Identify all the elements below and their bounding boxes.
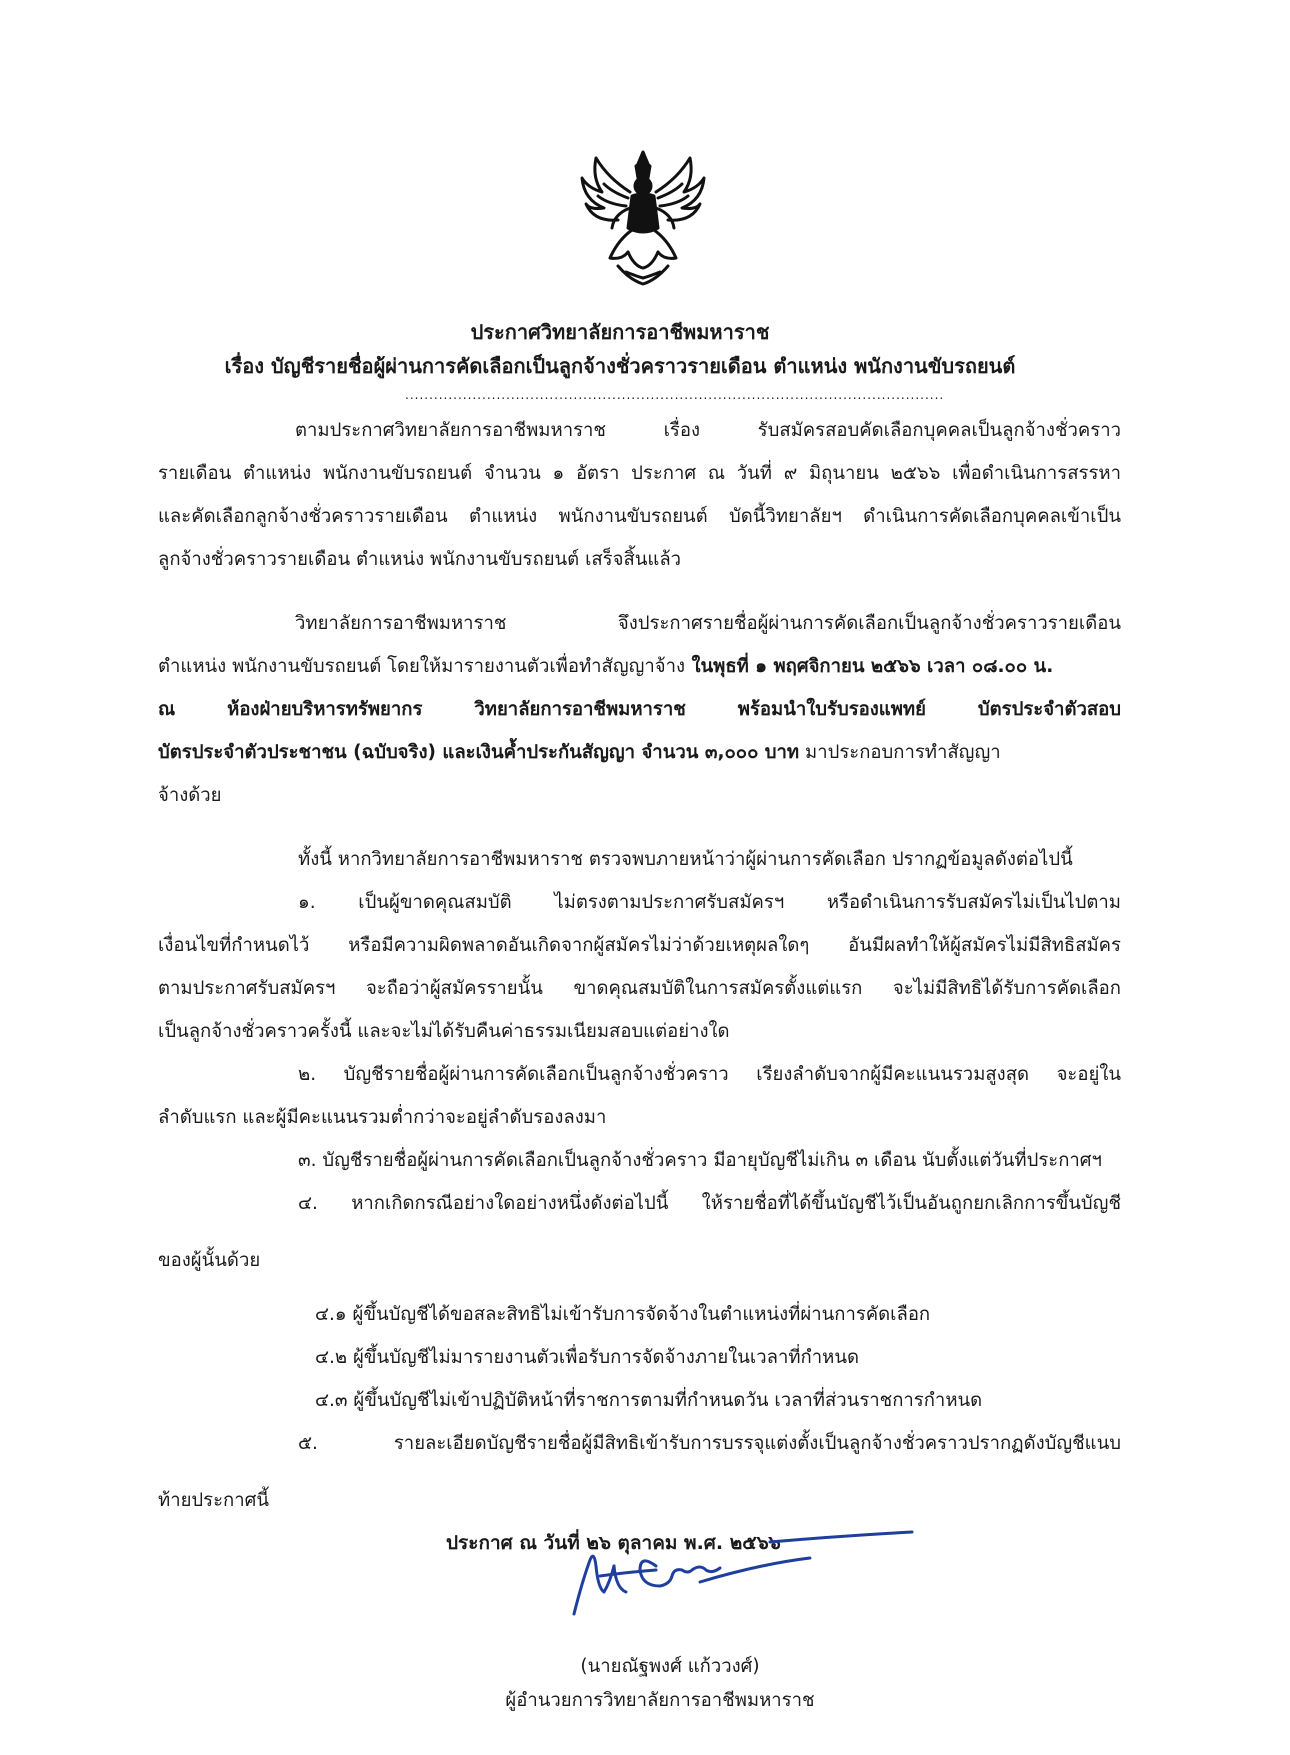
item1-line4: เป็นลูกจ้างชั่วคราวครั้งนี้ และจะไม่ได้รับคืนค่าธรรมเนียมสอบแต่อย่างใด (158, 1021, 730, 1042)
para2-line2 (158, 654, 1053, 680)
signer-position: ผู้อำนวยการวิทยาลัยการอาชีพมหาราช (505, 1690, 815, 1711)
item1-line2: เงื่อนไขที่กำหนดไว้ หรือมีความผิดพลาดอันเกิดจากผู้สมัครไม่ว่าด้วยเหตุผลใดๆ อันมีผลทำให้ผู้สมัครไม่มีสิทธิสมัคร (158, 935, 1121, 956)
para2-line4 (158, 740, 1001, 766)
item1-line3: ตามประกาศรับสมัครฯ จะถือว่าผู้สมัครรายนั้น ขาดคุณสมบัติในการสมัครตั้งแต่แรก จะไม่มีสิทธิได้รับการคัดเลือก (158, 978, 1121, 999)
handwritten-signature (560, 1530, 920, 1620)
item5-line1: ๕. รายละเอียดบัญชีรายชื่อผู้มีสิทธิเข้ารับการบรรจุแต่งตั้งเป็นลูกจ้างชั่วคราวปรากฏดังบัญชีแนบ (298, 1433, 1121, 1454)
announcement-title: ประกาศวิทยาลัยการอาชีพมหาราช (470, 320, 770, 344)
item4-2: ๔.๒ ผู้ขึ้นบัญชีไม่มารายงานตัวเพื่อรับการจัดจ้างภายในเวลาที่กำหนด (315, 1347, 859, 1368)
separator-dots: ................................................................................................................ (405, 388, 945, 402)
para2-line1: วิทยาลัยการอาชีพมหาราช จึงประกาศรายชื่อผู้ผ่านการคัดเลือกเป็นลูกจ้างชั่วคราวรายเดือน (295, 613, 1121, 634)
para2-line3: ณ ห้องฝ่ายบริหารทรัพยากร วิทยาลัยการอาชีพมหาราช พร้อมนำใบรับรองแพทย์ บัตรประจำตัวสอบ (158, 699, 1121, 720)
announce-date: ประกาศ ณ วันที่ ๒๖ ตุลาคม พ.ศ. ๒๕๖๖ (446, 1532, 781, 1554)
item2-line2: ลำดับแรก และผู้มีคะแนนรวมต่ำกว่าจะอยู่ลำดับรองลงมา (158, 1107, 607, 1128)
item4-1: ๔.๑ ผู้ขึ้นบัญชีได้ขอสละสิทธิไม่เข้ารับการจัดจ้างในตำแหน่งที่ผ่านการคัดเลือก (315, 1304, 931, 1325)
item1-line1: ๑. เป็นผู้ขาดคุณสมบัติ ไม่ตรงตามประกาศรับสมัครฯ หรือดำเนินการรับสมัครไม่เป็นไปตาม (298, 892, 1121, 913)
para1-line3: และคัดเลือกลูกจ้างชั่วคราวรายเดือน ตำแหน่ง พนักงานขับรถยนต์ บัดนี้วิทยาลัยฯ ดำเนินการคัดเลือกบุคคลเข้าเป็น (158, 506, 1121, 527)
item2-line1: ๒. บัญชีรายชื่อผู้ผ่านการคัดเลือกเป็นลูกจ้างชั่วคราว เรียงลำดับจากผู้มีคะแนนรวมสูงสุด จะอยู่ใน (298, 1064, 1121, 1085)
item4-line2: ของผู้นั้นด้วย (158, 1250, 261, 1271)
item4-line1: ๔. หากเกิดกรณีอย่างใดอย่างหนึ่งดังต่อไปนี้ ให้รายชื่อที่ได้ขึ้นบัญชีไว้เป็นอันถูกยกเลิกการขึ้นบัญชี (298, 1193, 1121, 1214)
garuda-emblem-icon (578, 148, 708, 288)
para2-line5: จ้างด้วย (158, 785, 222, 806)
item3: ๓. บัญชีรายชื่อผู้ผ่านการคัดเลือกเป็นลูกจ้างชั่วคราว มีอายุบัญชีไม่เกิน ๓ เดือน นับตั้งแต่วันที่ประกาศฯ (298, 1150, 1102, 1171)
required-documents: บัตรประจำตัวประชาชน (ฉบับจริง) และเงินค้ำประกันสัญญา จำนวน ๓,๐๐๐ บาท (158, 742, 800, 763)
signer-name: (นายณัฐพงศ์ แก้ววงศ์) (580, 1656, 760, 1677)
para1-line4: ลูกจ้างชั่วคราวรายเดือน ตำแหน่ง พนักงานขับรถยนต์ เสร็จสิ้นแล้ว (158, 549, 682, 570)
announcement-subject: เรื่อง บัญชีรายชื่อผู้ผ่านการคัดเลือกเป็นลูกจ้างชั่วคราวรายเดือน ตำแหน่ง พนักงานขับรถยนต์ (224, 354, 1016, 378)
item4-3: ๔.๓ ผู้ขึ้นบัญชีไม่เข้าปฏิบัติหน้าที่ราชการตามที่กำหนดวัน เวลาที่ส่วนราชการกำหนด (315, 1390, 983, 1411)
para2-line2-text: ตำแหน่ง พนักงานขับรถยนต์ โดยให้มารายงานตัวเพื่อทำสัญญาจ้าง (158, 656, 686, 677)
item5-line2: ท้ายประกาศนี้ (158, 1490, 270, 1511)
para1-line2: รายเดือน ตำแหน่ง พนักงานขับรถยนต์ จำนวน ๑ อัตรา ประกาศ ณ วันที่ ๙ มิถุนายน ๒๕๖๖ เพื่อดำเนินการสรรหา (158, 463, 1121, 484)
contract-date: ในพุธที่ ๑ พฤศจิกายน ๒๕๖๖ เวลา ๐๘.๐๐ น. (685, 656, 1054, 677)
para2-line4-text: มาประกอบการทำสัญญา (799, 742, 1001, 763)
para3-intro: ทั้งนี้ หากวิทยาลัยการอาชีพมหาราช ตรวจพบภายหน้าว่าผู้ผ่านการคัดเลือก ปรากฏข้อมูลดังต่อไปนี้ (298, 849, 1073, 870)
para1-line1: ตามประกาศวิทยาลัยการอาชีพมหาราช เรื่อง รับสมัครสอบคัดเลือกบุคคลเป็นลูกจ้างชั่วคราว (295, 420, 1121, 441)
